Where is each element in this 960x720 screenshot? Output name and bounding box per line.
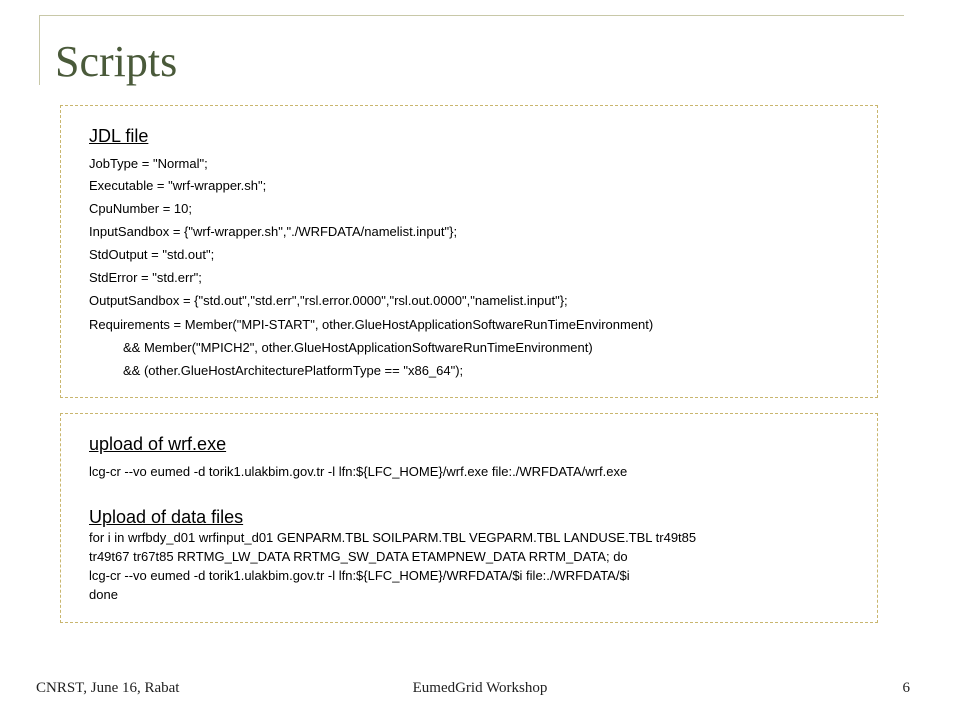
jdl-line: Requirements = Member("MPI-START", other.GlueHostApplicationSoftwareRunTimeEnvironment) <box>89 317 654 332</box>
jdl-line: && Member("MPICH2", other.GlueHostApplicationSoftwareRunTimeEnvironment) <box>123 340 593 355</box>
upload-data-line: tr49t67 tr67t85 RRTMG_LW_DATA RRTMG_SW_DATA ETAMPNEW_DATA RRTM_DATA; do <box>89 549 628 564</box>
jdl-line: StdError = "std.err"; <box>89 270 202 285</box>
jdl-line: OutputSandbox = {"std.out","std.err","rsl.error.0000","rsl.out.0000","namelist.input"}; <box>89 293 568 308</box>
upload-data-line: lcg-cr --vo eumed -d torik1.ulakbim.gov.tr -l lfn:${LFC_HOME}/WRFDATA/$i file:./WRFDATA/$i <box>89 568 630 583</box>
upload-data-line: done <box>89 587 118 602</box>
upload-data-heading: Upload of data files <box>89 507 244 527</box>
jdl-heading: JDL file <box>89 126 149 146</box>
jdl-line: && (other.GlueHostArchitecturePlatformType == "x86_64"); <box>123 363 464 378</box>
jdl-line: Executable = "wrf-wrapper.sh"; <box>89 178 267 193</box>
slide-frame-left <box>39 15 40 85</box>
page-number: 6 <box>902 680 910 696</box>
jdl-line: InputSandbox = {"wrf-wrapper.sh","./WRFDATA/namelist.input"}; <box>89 224 458 239</box>
upload-exe-command: lcg-cr --vo eumed -d torik1.ulakbim.gov.tr -l lfn:${LFC_HOME}/wrf.exe file:./WRFDATA/wrf.exe <box>89 464 628 479</box>
jdl-section <box>60 105 878 398</box>
upload-exe-heading: upload of wrf.exe <box>89 434 227 454</box>
jdl-line: StdOutput = "std.out"; <box>89 247 215 262</box>
upload-section <box>60 413 878 623</box>
footer-location-date: CNRST, June 16, Rabat <box>36 680 180 696</box>
upload-data-line: for i in wrfbdy_d01 wrfinput_d01 GENPARM.TBL SOILPARM.TBL VEGPARM.TBL LANDUSE.TBL tr49t85 <box>89 530 697 545</box>
slide-title: Scripts <box>55 37 178 86</box>
footer-event: EumedGrid Workshop <box>412 680 548 696</box>
slide-frame-top <box>39 15 904 16</box>
jdl-line: JobType = "Normal"; <box>89 156 208 171</box>
jdl-line: CpuNumber = 10; <box>89 201 192 216</box>
